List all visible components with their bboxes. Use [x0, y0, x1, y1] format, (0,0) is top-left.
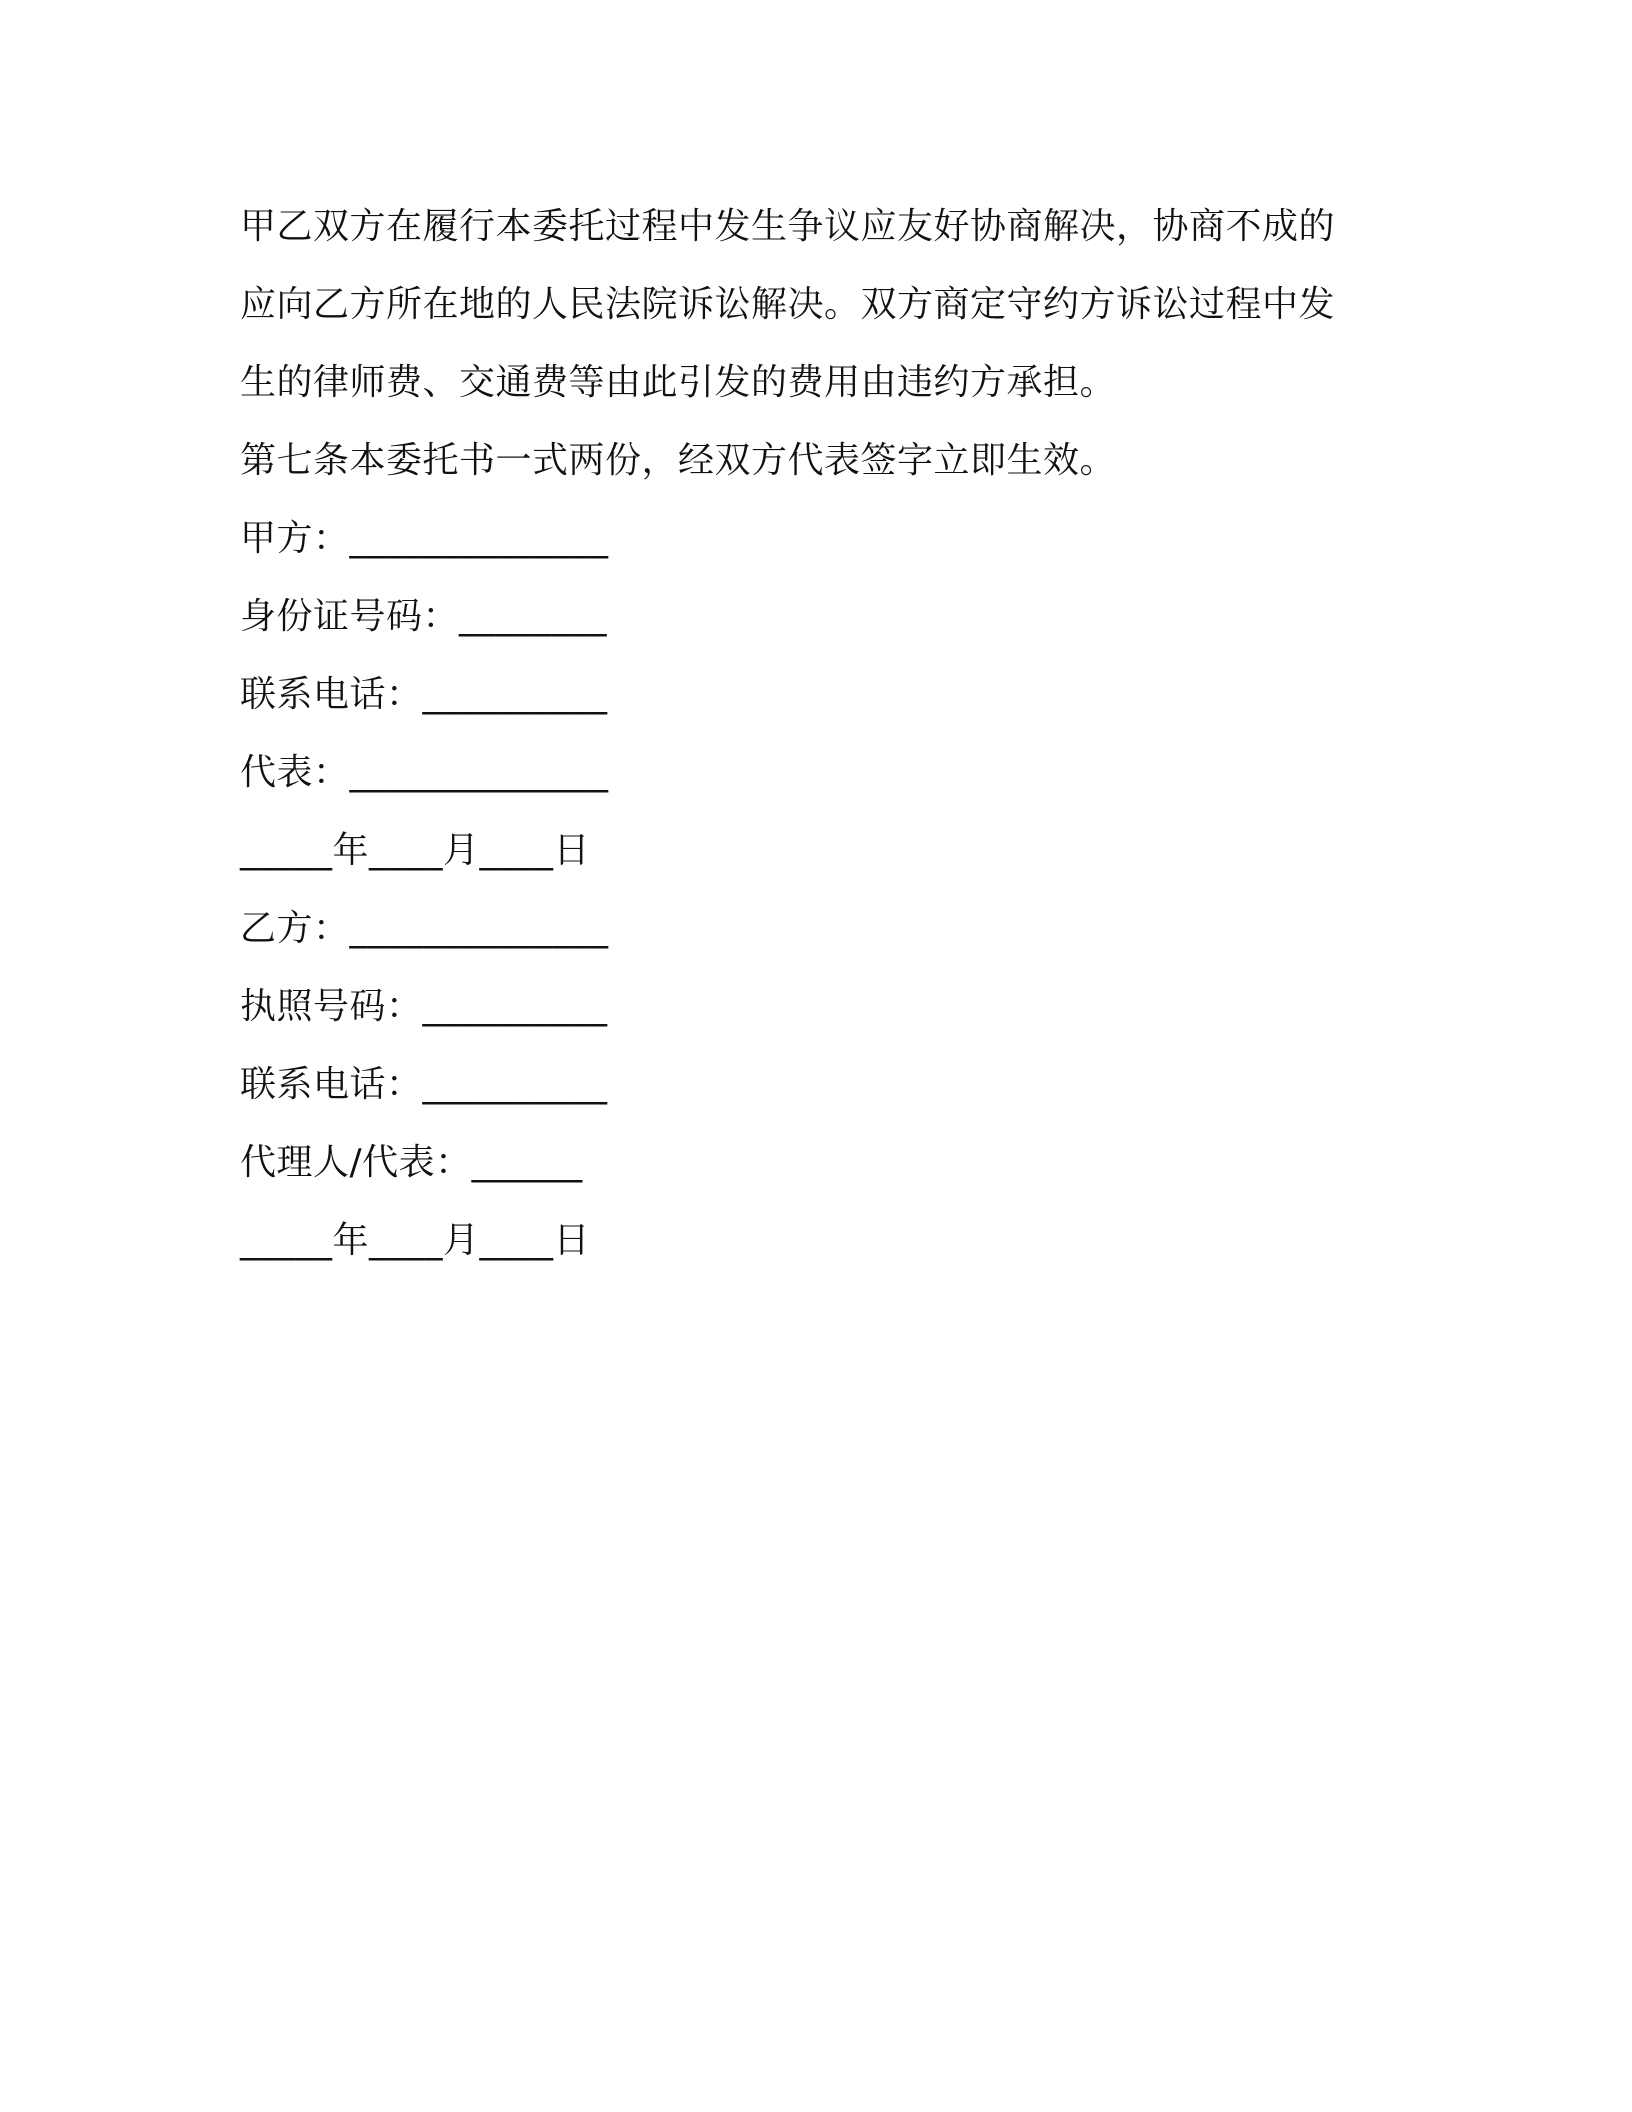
- party-a-representative-line: 代表：______________: [240, 752, 609, 793]
- party-a-name-line: 甲方：______________: [240, 518, 609, 559]
- article-seven-paragraph: 第七条本委托书一式两份，经双方代表签字立即生效。: [240, 440, 1117, 481]
- dispute-resolution-paragraph: 甲乙双方在履行本委托过程中发生争议应友好协商解决，协商不成的应向乙方所在地的人民法院诉讼解决。双方商定守约方诉讼过程中发生的律师费、交通费等由此引发的费用由违约方承担。: [240, 206, 1336, 403]
- party-b-license-line: 执照号码：__________: [240, 986, 608, 1027]
- party-b-phone-line: 联系电话：__________: [240, 1064, 608, 1105]
- party-a-signature-block: [240, 500, 1370, 890]
- party-a-date-line: _____年____月____日: [240, 830, 591, 871]
- party-b-name-line: 乙方：______________: [240, 908, 609, 949]
- party-a-phone-line: 联系电话：__________: [240, 674, 608, 715]
- party-a-id-line: 身份证号码：________: [240, 596, 608, 637]
- party-b-signature-block: [240, 890, 1370, 1280]
- party-b-date-line: _____年____月____日: [240, 1220, 591, 1261]
- party-b-agent-line: 代理人/代表：______: [240, 1142, 583, 1183]
- document-body: [240, 188, 1370, 1280]
